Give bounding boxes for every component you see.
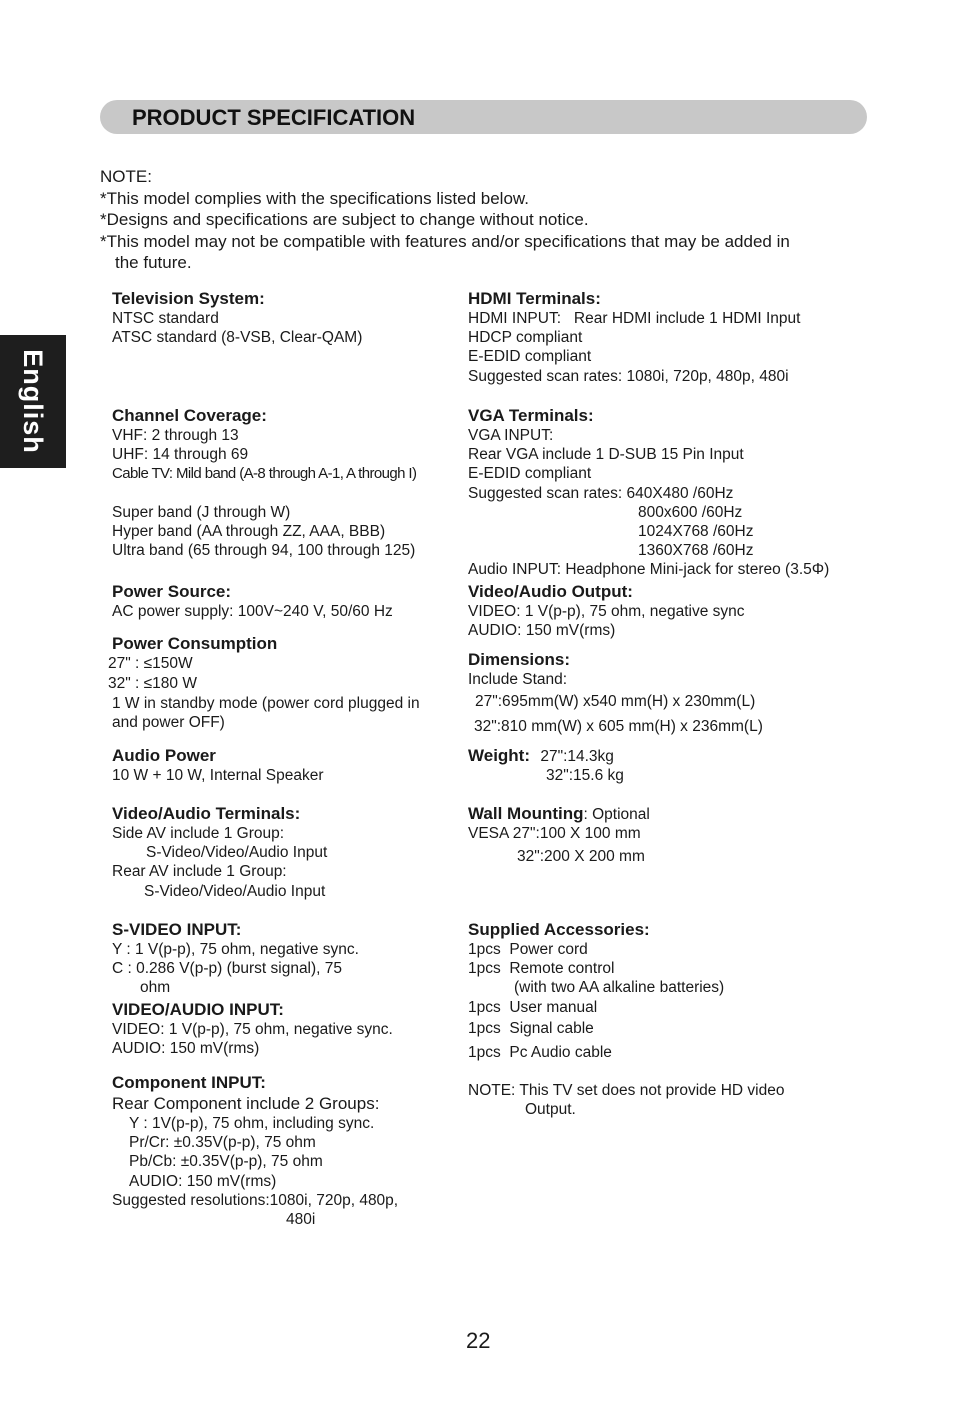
spec-line: NTSC standard xyxy=(112,310,219,327)
spec-line: ohm xyxy=(140,979,171,997)
spec-line: AUDIO: 150 mV(rms) xyxy=(112,1040,260,1058)
spec-line: S-Video/Video/Audio Input xyxy=(144,882,326,900)
section-header-bar xyxy=(100,100,867,134)
spec-line: Rear VGA include 1 D-SUB 15 Pin Input xyxy=(468,446,744,464)
note-line: *This model may not be compatible with features and/or specifications that may be added in xyxy=(100,231,790,251)
spec-line: 1360X768 /60Hz xyxy=(638,542,754,560)
spec-line: HDCP compliant xyxy=(468,329,583,347)
spec-line: VGA INPUT: xyxy=(468,427,554,444)
spec-line: Ultra band (65 through 94, 100 through 125) xyxy=(112,542,416,560)
notes-block xyxy=(100,166,890,274)
spec-line: VIDEO: 1 V(p-p), 75 ohm, negative sync. xyxy=(112,1021,393,1038)
section-heading: Channel Coverage: xyxy=(112,406,267,425)
spec-line: 32":810 mm(W) x 605 mm(H) x 236mm(L) xyxy=(474,718,763,736)
section-heading: Weight: xyxy=(468,746,531,765)
spec-line: UHF: 14 through 69 xyxy=(112,446,249,464)
section-heading: Wall Mounting xyxy=(468,804,584,823)
spec-line: 32":200 X 200 mm xyxy=(517,848,645,866)
spec-line: Audio INPUT: Headphone Mini-jack for stereo (3.5Φ) xyxy=(468,561,830,579)
spec-line: Y : 1V(p-p), 75 ohm, including sync. xyxy=(129,1115,375,1132)
spec-line: 32":15.6 kg xyxy=(546,767,624,785)
note-line: *This model complies with the specifications listed below. xyxy=(100,188,529,208)
note-line: the future. xyxy=(115,253,192,272)
list-item: 1pcs Remote control xyxy=(468,960,615,978)
video-audio-input-section xyxy=(112,999,462,1058)
spec-line: NOTE: This TV set does not provide HD video xyxy=(468,1082,785,1099)
notes-label: NOTE: xyxy=(100,167,152,186)
note-line: *Designs and specifications are subject to change without notice. xyxy=(100,210,589,229)
spec-line: 480i xyxy=(286,1211,316,1229)
hd-video-note xyxy=(468,1081,888,1119)
vga-terminals-section xyxy=(468,405,888,580)
channel-coverage-section xyxy=(112,405,462,560)
section-heading: Supplied Accessories: xyxy=(468,920,650,939)
section-heading: Power Source: xyxy=(112,582,232,601)
video-audio-output-section xyxy=(468,581,888,640)
spec-line: E-EDID compliant xyxy=(468,348,592,366)
hdmi-terminals-section xyxy=(468,288,888,386)
power-source-section xyxy=(112,581,462,621)
power-consumption-section xyxy=(108,633,462,732)
spec-line: 1 W in standby mode (power cord plugged in xyxy=(112,695,420,712)
spec-line: VHF: 2 through 13 xyxy=(112,427,239,444)
section-heading: Power Consumption xyxy=(112,634,278,653)
spec-line: 27" : ≤150W xyxy=(108,655,193,672)
section-heading: Component INPUT: xyxy=(112,1073,266,1092)
section-heading: S-VIDEO INPUT: xyxy=(112,920,242,939)
spec-line: 32" : ≤180 W xyxy=(108,675,197,692)
section-heading: Dimensions: xyxy=(468,650,571,669)
language-tab-label: English xyxy=(18,349,48,454)
svideo-input-section xyxy=(112,919,462,998)
video-audio-terminals-section xyxy=(112,803,462,901)
spec-line: S-Video/Video/Audio Input xyxy=(146,844,328,862)
section-heading: HDMI Terminals: xyxy=(468,289,601,308)
language-tab xyxy=(0,335,66,468)
dimensions-section xyxy=(468,649,888,739)
spec-line: 1024X768 /60Hz xyxy=(638,523,754,541)
supplied-accessories-section xyxy=(468,919,888,1064)
list-item: 1pcs User manual xyxy=(468,998,598,1016)
spec-line: Cable TV: Mild band (A-8 through A-1, A through I) xyxy=(112,465,417,483)
component-input-section xyxy=(112,1072,462,1229)
section-heading: VIDEO/AUDIO INPUT: xyxy=(112,1000,284,1019)
spec-line: Suggested scan rates: 640X480 /60Hz xyxy=(468,484,734,502)
spec-line: VIDEO: 1 V(p-p), 75 ohm, negative sync xyxy=(468,603,745,620)
page-title: PRODUCT SPECIFICATION xyxy=(132,105,416,130)
spec-line: Include Stand: xyxy=(468,671,568,688)
list-item: 1pcs Signal cable xyxy=(468,1019,594,1037)
spec-line: AC power supply: 100V~240 V, 50/60 Hz xyxy=(112,603,393,620)
tv-system-section xyxy=(112,288,462,347)
spec-line: 800x600 /60Hz xyxy=(638,503,743,521)
spec-line: Pr/Cr: ±0.35V(p-p), 75 ohm xyxy=(129,1134,316,1152)
spec-line: Rear AV include 1 Group: xyxy=(112,863,287,881)
spec-line: E-EDID compliant xyxy=(468,465,592,483)
spec-line: Suggested resolutions:1080i, 720p, 480p, xyxy=(112,1191,399,1209)
section-heading: Television System: xyxy=(112,289,265,308)
spec-line: Side AV include 1 Group: xyxy=(112,825,285,842)
spec-line: AUDIO: 150 mV(rms) xyxy=(468,622,616,640)
audio-power-section xyxy=(112,745,462,785)
spec-line: Pb/Cb: ±0.35V(p-p), 75 ohm xyxy=(129,1153,323,1171)
spec-line: C : 0.286 V(p-p) (burst signal), 75 xyxy=(112,960,343,978)
spec-line: Hyper band (AA through ZZ, AAA, BBB) xyxy=(112,523,386,540)
spec-line: 27":695mm(W) x540 mm(H) x 230mm(L) xyxy=(475,693,756,711)
spec-line: Suggested scan rates: 1080i, 720p, 480p, 480i xyxy=(468,367,789,385)
section-heading: VGA Terminals: xyxy=(468,406,594,425)
spec-line: HDMI INPUT: Rear HDMI include 1 HDMI Input xyxy=(468,310,801,327)
spec-line: ATSC standard (8-VSB, Clear-QAM) xyxy=(112,329,363,347)
spec-line: and power OFF) xyxy=(112,714,225,732)
spec-line: 10 W + 10 W, Internal Speaker xyxy=(112,767,324,784)
spec-line xyxy=(112,484,462,503)
spec-line: : Optional xyxy=(583,806,650,823)
weight-section xyxy=(468,745,888,785)
spec-line: AUDIO: 150 mV(rms) xyxy=(129,1172,277,1190)
spec-line: VESA 27":100 X 100 mm xyxy=(468,825,641,843)
list-item: 1pcs Pc Audio cable xyxy=(468,1043,612,1061)
list-item: (with two AA alkaline batteries) xyxy=(514,979,725,997)
section-heading: Video/Audio Terminals: xyxy=(112,804,301,823)
spec-line: Output. xyxy=(525,1101,576,1119)
section-heading: Video/Audio Output: xyxy=(468,582,633,601)
wall-mounting-section xyxy=(468,803,888,871)
spec-line: 27":14.3kg xyxy=(540,748,614,765)
section-heading: Audio Power xyxy=(112,746,216,765)
spec-line: Y : 1 V(p-p), 75 ohm, negative sync. xyxy=(112,941,359,958)
page-number: 22 xyxy=(466,1328,491,1353)
list-item: 1pcs Power cord xyxy=(468,941,588,958)
spec-line: Super band (J through W) xyxy=(112,503,291,521)
spec-subtitle: Rear Component include 2 Groups: xyxy=(112,1094,380,1113)
